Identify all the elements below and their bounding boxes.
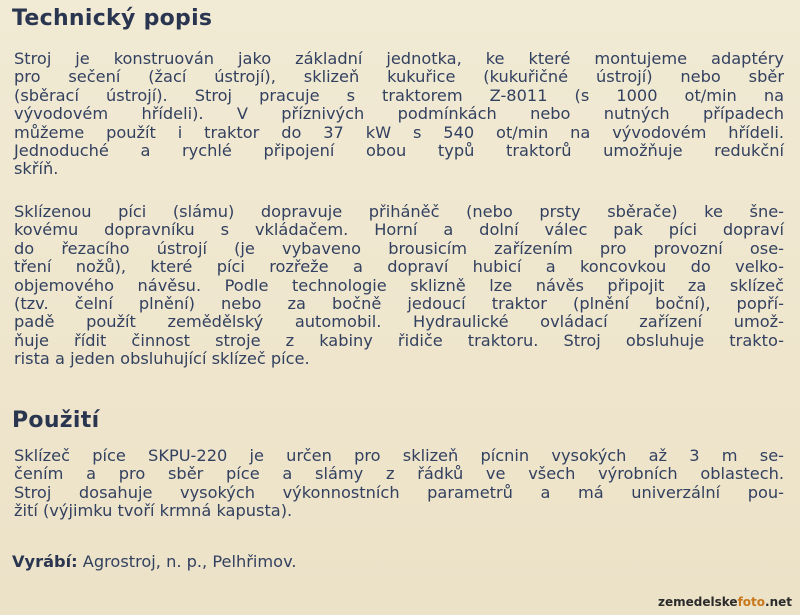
text-line: Jednoduché a rychlé připojení obou typů traktorů umožňuje redukční (14, 141, 784, 161)
text-line: (sběrací ústrojí). Stroj pracuje s traktorem Z-8011 (s 1000 ot/min na (14, 85, 784, 105)
text-line: do řezacího ústrojí (je vybaveno brousicím zařízením pro provozní ose- (14, 238, 784, 258)
text-line: žití (výjimku tvoří krmná kapusta). (14, 501, 293, 521)
usage-paragraph (14, 447, 784, 521)
text-line: Sklízenou píci (slámu) dopravuje přiháněč (nebo prsty sběrače) ke šne- (14, 202, 784, 221)
text-line: Sklízeč píce SKPU-220 je určen pro sklizeň pícnin vysokých až 3 m se- (14, 446, 784, 465)
watermark-accent: foto (737, 595, 766, 609)
watermark-part: zemedelske (658, 595, 738, 609)
text-line: ňuje řídit činnost stroje z kabiny řidiče traktoru. Stroj obsluhuje trakto- (14, 330, 784, 350)
text-line: Stroj dosahuje vysokých výkonnostních parametrů a má univerzální pou- (14, 482, 784, 502)
text-line: (tzv. čelní plnění) nebo za bočně jedoucí traktor (plnění boční), popří- (14, 294, 784, 314)
manufacturer-label: Vyrábí: (12, 552, 78, 571)
manufacturer-value: Agrostroj, n. p., Pelhřimov. (82, 552, 297, 571)
watermark-part: .net (765, 595, 792, 609)
text-line: objemového návěsu. Podle technologie sklizně lze návěs připojit za sklízeč (14, 275, 784, 295)
text-line: rista a jeden obsluhující sklízeč píce. (14, 349, 310, 369)
text-line: vývodovém hřídeli). V příznivých podmínkách nebo nutných případech (14, 104, 784, 124)
watermark (658, 595, 792, 609)
manufacturer-line (12, 552, 297, 571)
text-line: Stroj je konstruován jako základní jednotka, ke které montujeme adaptéry (14, 49, 784, 68)
text-line: kovému dopravníku s vkládačem. Horní a dolní válec pak píci dopraví (14, 220, 784, 240)
text-line: pro sečení (žací ústrojí), sklizeň kukuřice (kukuřičné ústrojí) nebo sběr (14, 67, 784, 87)
text-line: můžeme použít i traktor do 37 kW s 540 ot/min na vývodovém hřídeli. (14, 122, 784, 142)
section-title-usage: Použití (12, 408, 100, 433)
section-title-technical: Technický popis (12, 6, 213, 31)
text-line: skříň. (14, 159, 59, 179)
technical-paragraph-1 (14, 50, 784, 179)
text-line: padě použít zemědělský automobil. Hydraulické ovládací zařízení umož- (14, 312, 784, 332)
text-line: tření nožů), které píci rozřeže a dopraví hubicí a koncovkou do velko- (14, 257, 784, 277)
technical-paragraph-2 (14, 203, 784, 369)
text-line: čením a pro sběr píce a slámy z řádků ve všech výrobních oblastech. (14, 464, 784, 484)
